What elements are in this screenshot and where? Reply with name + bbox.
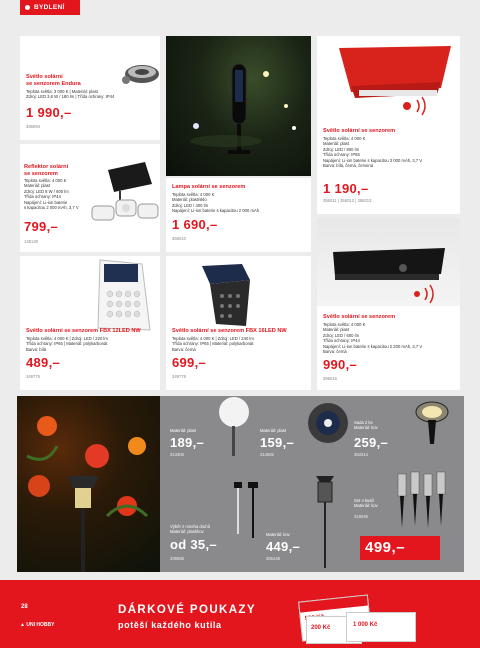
item-specs: Materiál: plast <box>170 428 197 433</box>
product-code: 349775 <box>26 374 40 379</box>
product-title: Světlo solární se senzorem FBX 16LED NW <box>172 328 287 334</box>
stake-lights-image <box>232 480 262 540</box>
item-code: 313306 <box>170 452 184 457</box>
product-title: Světlo solární se senzorem FBX 12LED NW <box>26 328 141 334</box>
unihobby-logo <box>20 622 54 628</box>
item-price: 259,– <box>354 435 389 450</box>
item-price: od 35,– <box>170 537 217 552</box>
item-price: 189,– <box>170 435 205 450</box>
item-price: 159,– <box>260 435 295 450</box>
voucher-value: 200 Kč <box>311 625 331 631</box>
product-title: Světlo solární se senzorem <box>323 128 396 134</box>
product-specs: Teplota světla: 4 000 K | Zdroj: LED / 220 lm Třída ochrany: IP65 | Materiál: polykarbonát Barva: bílá <box>26 336 108 352</box>
item-price: 449,– <box>266 539 301 554</box>
garden-photo <box>17 396 160 572</box>
product-card-lampa <box>166 178 311 252</box>
product-code: 355994 <box>26 124 40 129</box>
stone-light-image <box>305 400 351 446</box>
item-code: 353314 <box>354 452 368 457</box>
footer-subtitle: potěší každého kutila <box>118 620 222 630</box>
product-specs: Teplota světla: 4 000 K Materiál: plast Zdroj: LED / 800 lm Třída ochrany: IP65 Napájení: Li-ion baterie s kapacitou 3 000 mAh, 3,7 V Barva: bílá, černá, červená <box>323 136 423 169</box>
product-title: Světlo solární se senzorem <box>323 314 396 320</box>
page-number: 28 <box>21 604 28 610</box>
product-price: 1 690,– <box>172 217 218 232</box>
product-price: 699,– <box>172 355 207 370</box>
item-specs: Set 4 kusů Materiál: kov <box>354 498 378 509</box>
product-title: Lampa solární se senzorem <box>172 184 246 190</box>
voucher-value: 1 000 Kč <box>353 622 378 628</box>
product-price: 990,– <box>323 357 358 372</box>
product-price: 489,– <box>26 355 61 370</box>
product-specs: Teplota světla: 3 000 K | Materiál: plast Zdroj: LED 3,6 W / 180 lm | Třída ochrany: IP44 <box>26 89 115 100</box>
fbx12-image <box>90 258 160 334</box>
product-title: Světlo solární se senzorem Endura <box>26 74 81 87</box>
product-code: 148130 <box>24 239 38 244</box>
product-specs: Teplota světla: 4 000 K Materiál: plast Zdroj: LED 8 W / 600 lm Třída ochrany: IP44 Napájení: Li-ion baterie s kapacitou 2 000 mAh, 3,7 V <box>24 178 79 211</box>
product-code: 356011 | 356012 | 356013 <box>323 198 372 203</box>
item-specs: Sada 2 ks Materiál: kov <box>354 420 378 431</box>
product-code: 356010 <box>172 236 186 241</box>
product-card-black <box>317 218 460 390</box>
voucher-card <box>346 612 416 642</box>
lampa-photo <box>166 36 311 176</box>
item-specs: Materiál: plast <box>260 428 287 433</box>
product-card-reflektor <box>20 144 160 252</box>
section-tag: BYDLENÍ <box>20 0 80 15</box>
item-code: 355448 <box>266 556 280 561</box>
product-card-fbx12 <box>20 256 160 390</box>
product-price: 1 990,– <box>26 105 72 120</box>
footer-title: DÁRKOVÉ POUKAZY <box>118 604 256 616</box>
product-code: 349778 <box>172 374 186 379</box>
set4-price-badge: 499,– <box>360 536 440 560</box>
product-specs: Teplota světla: 4 000 K | Zdroj: LED / 240 lm Třída ochrany: IP65 | Materiál: polykarbonát Barva: černá <box>172 336 254 352</box>
item-specs: Materiál: kov <box>266 532 290 537</box>
endura-lamp-image <box>120 56 160 90</box>
product-specs: Teplota světla: 4 000 K Materiál: plast Zdroj: LED / 600 lm Třída ochrany: IP44 Napájení: Li-ion baterie s kapacitou 2 200 mAh, 3,7 V Barva: černá <box>323 322 423 355</box>
reflektor-image <box>90 160 160 230</box>
fbx16-image <box>196 262 256 328</box>
product-card-red <box>317 36 460 214</box>
product-card-endura <box>20 36 160 140</box>
product-specs: Teplota světla: 4 000 K Materiál: plast/sklo Zdroj: LED / 400 lm Napájení: Li-ion baterie s kapacitou 2 000 mAh <box>172 192 260 214</box>
logo-text: UNI HOBBY <box>26 622 55 628</box>
lantern-image <box>310 468 340 568</box>
product-price: 799,– <box>24 219 59 234</box>
red-lamp-image <box>329 42 454 122</box>
black-lamp-image <box>317 218 460 306</box>
product-code: 356016 <box>323 376 337 381</box>
product-card-fbx16 <box>166 256 311 390</box>
ground-light-image <box>412 398 452 448</box>
ball-light-image <box>216 396 256 456</box>
logo-icon: ▲ <box>20 622 25 628</box>
item-code: 319045 <box>354 514 368 519</box>
item-specs: Výběr z mnoha druhů Materiál: plast/kov <box>170 524 211 535</box>
item-code: 314582 <box>260 452 274 457</box>
product-title: Reflektor solární se senzorem <box>24 164 69 177</box>
set4-lights-image <box>396 468 452 532</box>
item-code: 339685 <box>170 556 184 561</box>
product-price: 1 190,– <box>323 181 369 196</box>
